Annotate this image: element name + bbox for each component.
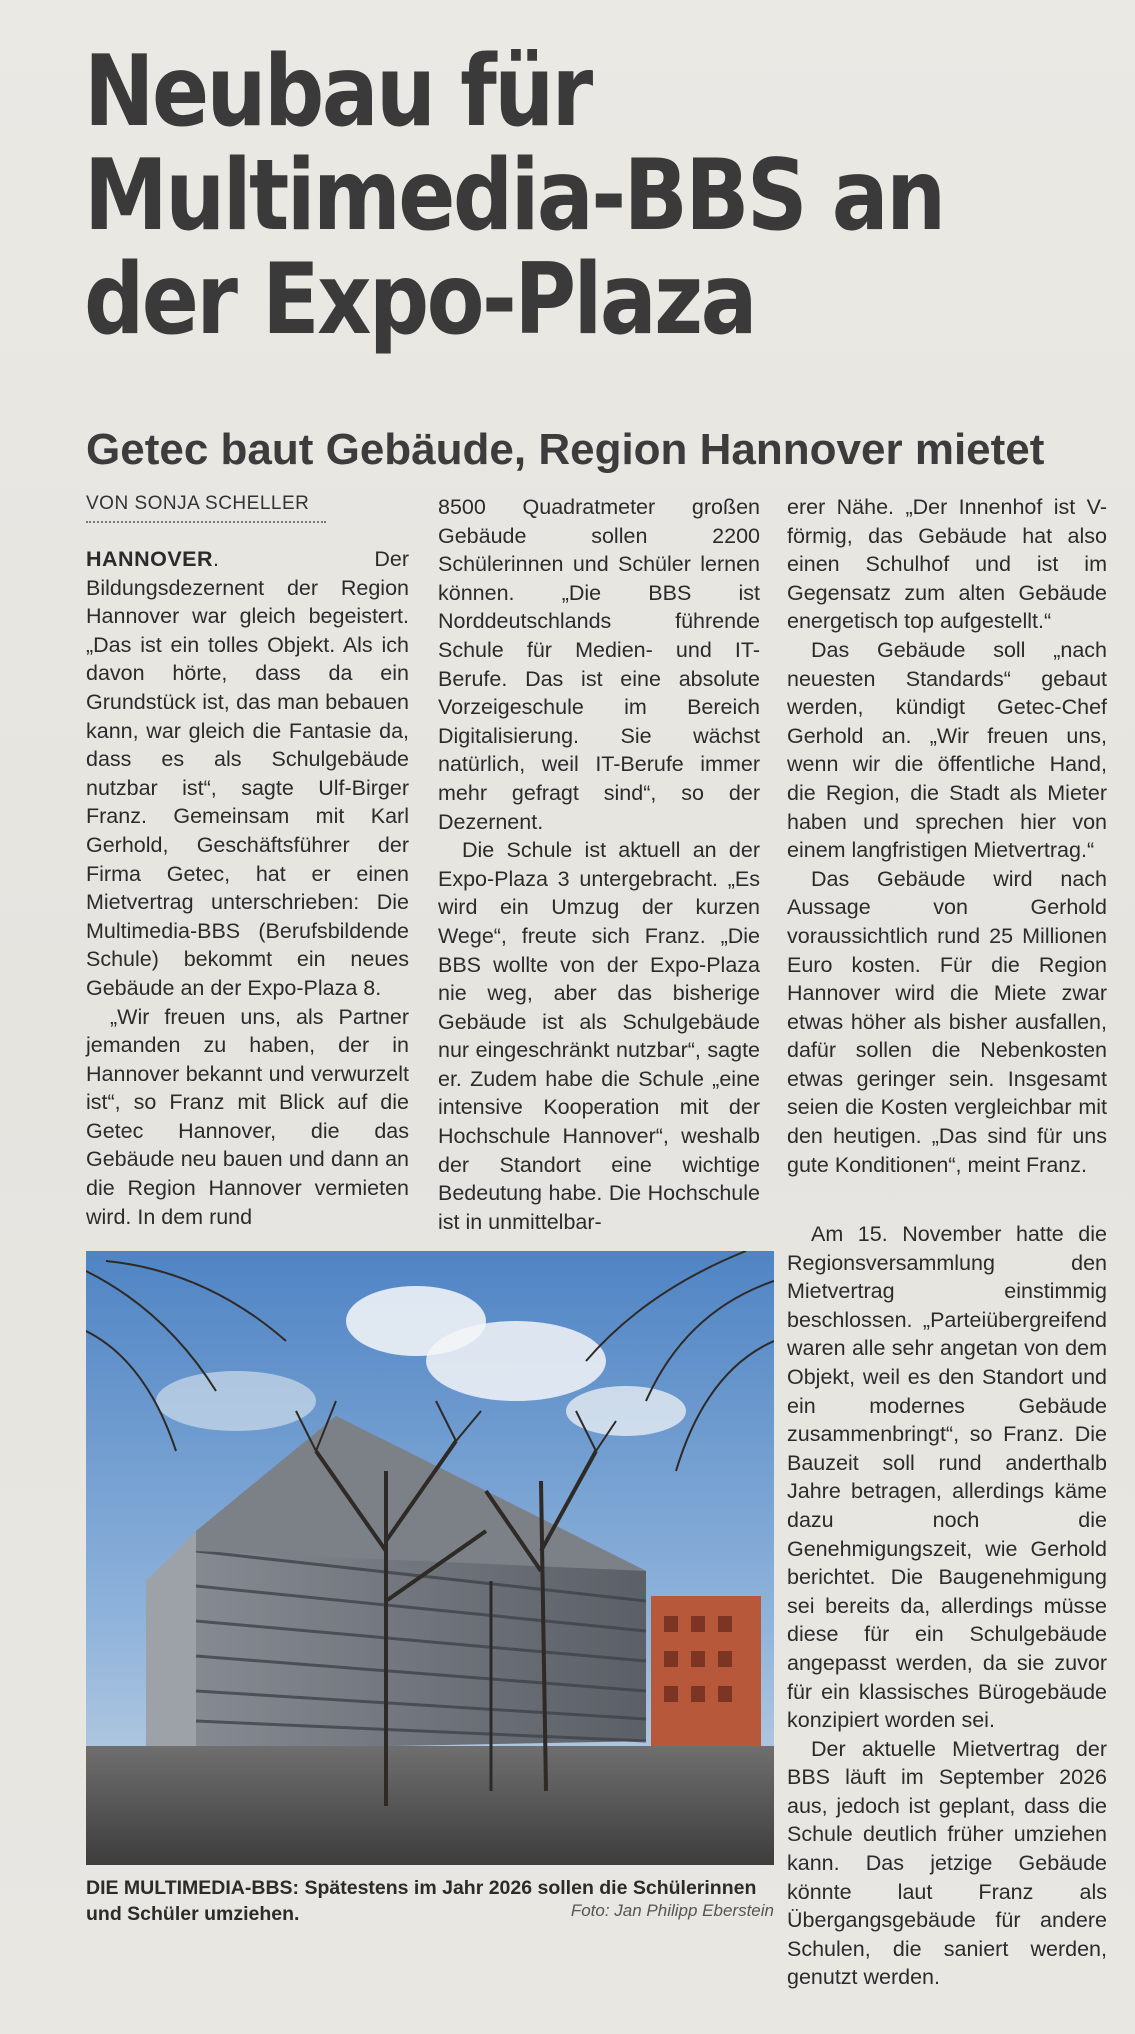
headline-line-1: Neubau für (84, 35, 591, 149)
photo-credit: Foto: Jan Philipp Eberstein (570, 1901, 774, 1920)
paragraph: Das Gebäude soll „nach neuesten Standards“ gebaut werden, kündigt Getec-Chef Gerhold an. „Wir freuen uns, wenn wir die öffentliche Hand, die Region, die Stadt als Mieter haben und sprechen hier von einem langfristigen Mietvertrag.“ (787, 637, 1107, 863)
building-photo (86, 1251, 774, 1865)
article-column-3-continued (787, 1220, 1107, 1992)
caption-text: Spätestens im Jahr 2026 sollen die Schülerinnen und Schüler umziehen. (86, 1877, 757, 1925)
paragraph: erer Nähe. „Der Innenhof ist V-förmig, das Gebäude hat also einen Schulhof und ist im Gegensatz zum alten Gebäude energetisch top aufgestellt.“ (787, 495, 1107, 634)
article-column-3 (787, 493, 1107, 1179)
article-column-1 (86, 545, 409, 1231)
headline (84, 35, 944, 357)
paragraph: Der aktuelle Mietvertrag der BBS läuft im September 2026 aus, jedoch ist geplant, dass die Schule deutlich früher umziehen kann. Das jetzige Gebäude könnte laut Franz als Übergangsgebäude für andere Schulen, die saniert werden, genutzt werden. (787, 1736, 1107, 1990)
paragraph-text: . Der Bildungsdezernent der Region Hannover war gleich begeistert. „Das ist ein tolles Objekt. Als ich davon hörte, dass da ein Grundstück ist, das man bebauen kann, war gleich die Fantasie da, dass es als Schulgebäude nutzbar ist“, sagte Ulf-Birger Franz. Gemeinsam mit Karl Gerhold, Geschäftsführer der Firma Getec, hat er einen Mietvertrag unterschrieben: Die Multimedia-BBS (Berufsbildende Schule) bekommt ein neues Gebäude an der Expo-Plaza 8. (86, 547, 409, 1000)
dateline: HANNOVER (86, 547, 214, 571)
article-column-2 (438, 493, 760, 1236)
paragraph (86, 545, 409, 1003)
caption-lead: DIE MULTIMEDIA-BBS: (86, 1877, 300, 1899)
building-photo-illustration (86, 1251, 774, 1865)
paragraph: Das Gebäude wird nach Aussage von Gerhold voraussichtlich rund 25 Millionen Euro kosten. Für die Region Hannover wird die Miete zwar etwas höher als bisher ausfallen, dafür sollen die Nebenkosten etwas geringer sein. Insgesamt seien die Kosten vergleichbar mit den heutigen. „Das sind für uns gute Konditionen“, meint Franz. (787, 866, 1107, 1177)
subheadline: Getec baut Gebäude, Region Hannover mietet (86, 425, 1045, 474)
paragraph: „Wir freuen uns, als Partner jemanden zu haben, der in Hannover bekannt und verwurzelt ist“, so Franz mit Blick auf die Getec Hannover, die das Gebäude neu bauen und dann an die Region Hannover vermieten wird. In dem rund (86, 1004, 409, 1229)
headline-line-2: Multimedia-BBS an (84, 139, 944, 253)
paragraph: 8500 Quadratmeter großen Gebäude sollen 2200 Schülerinnen und Schüler lernen können. „Die BBS ist Norddeutschlands führende Schule für Medien- und IT-Berufe. Das ist eine absolute Vorzeigeschule im Bereich Digitalisierung. Sie wächst natürlich, weil IT-Berufe immer mehr gefragt sind“, so der Dezernent. (438, 495, 760, 834)
byline: VON SONJA SCHELLER (86, 493, 326, 523)
headline-line-3: der Expo-Plaza (84, 243, 755, 357)
paragraph: Die Schule ist aktuell an der Expo-Plaza 3 untergebracht. „Es wird ein Umzug der kurzen Wege“, freute sich Franz. „Die BBS wollte von der Expo-Plaza nie weg, aber das bisherige Gebäude ist als Schulgebäude nur eingeschränkt nutzbar“, sagte er. Zudem habe die Schule „eine intensive Kooperation mit der Hochschule Hannover“, weshalb der Standort eine wichtige Bedeutung habe. Die Hochschule ist in unmittelbar- (438, 838, 760, 1234)
paragraph: Am 15. November hatte die Regionsversammlung den Mietvertrag einstimmig beschlossen. „Parteiübergreifend waren alle sehr angetan von dem Objekt, weil es den Standort und ein modernes Gebäude zusammenbringt“, so Franz. Die Bauzeit soll rund anderthalb Jahre betragen, allerdings käme dazu noch die Genehmigungszeit, wie Gerhold berichtet. Die Baugenehmigung sei bereits da, allerdings müsse diese für ein Schulgebäude angepasst werden, da sie zuvor für ein klassisches Bürogebäude konzipiert worden sei. (787, 1222, 1107, 1733)
